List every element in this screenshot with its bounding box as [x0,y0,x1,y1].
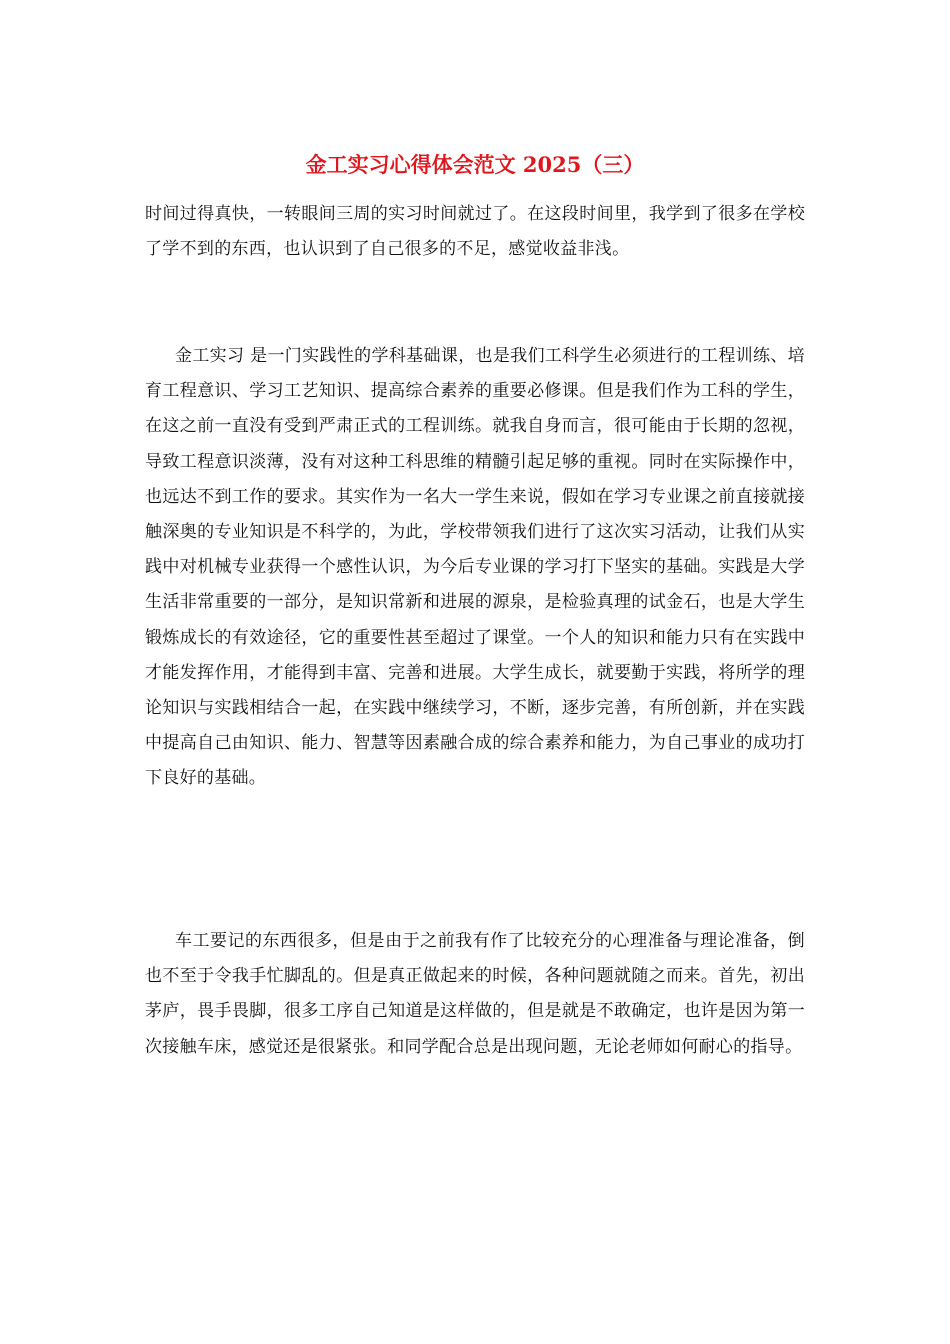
paragraph-metalwork-practice: 金工实习 是一门实践性的学科基础课，也是我们工科学生必须进行的工程训练、培育工程意识、学习工艺知识、提高综合素养的重要必修课。但是我们作为工科的学生，在这之前一直没有受到严肃正式的工程训练。就我自身而言，很可能由于长期的忽视，导致工程意识淡薄，没有对这种工科思维的精髓引起足够的重视。同时在实际操作中，也远达不到工作的要求。其实作为一名大一学生来说，假如在学习专业课之前直接就接触深奥的专业知识是不科学的，为此，学校带领我们进行了这次实习活动，让我们从实践中对机械专业获得一个感性认识，为今后专业课的学习打下坚实的基础。实践是大学生活非常重要的一部分，是知识常新和进展的源泉，是检验真理的试金石，也是大学生锻炼成长的有效途径，它的重要性甚至超过了课堂。一个人的知识和能力只有在实践中才能发挥作用，才能得到丰富、完善和进展。大学生成长，就要勤于实践，将所学的理论知识与实践相结合一起，在实践中继续学习，不断，逐步完善，有所创新，并在实践中提高自己由知识、能力、智慧等因素融合成的综合素养和能力，为自己事业的成功打下良好的基础。 [145,346,805,789]
paragraph-intro: 时间过得真快，一转眼间三周的实习时间就过了。在这段时间里，我学到了很多在学校了学不到的东西，也认识到了自己很多的不足，感觉收益非浅。 [145,204,805,260]
paragraph-lathe-work: 车工要记的东西很多，但是由于之前我有作了比较充分的心理准备与理论准备，倒也不至于令我手忙脚乱的。但是真正做起来的时候，各种问题就随之而来。首先，初出茅庐，畏手畏脚，很多工序自己知道是这样做的，但是就是不敢确定，也许是因为第一次接触车床，感觉还是很紧张。和同学配合总是出现问题，无论老师如何耐心的指导。 [145,931,805,1057]
document-title: 金工实习心得体会范文 2025（三） [305,152,645,177]
